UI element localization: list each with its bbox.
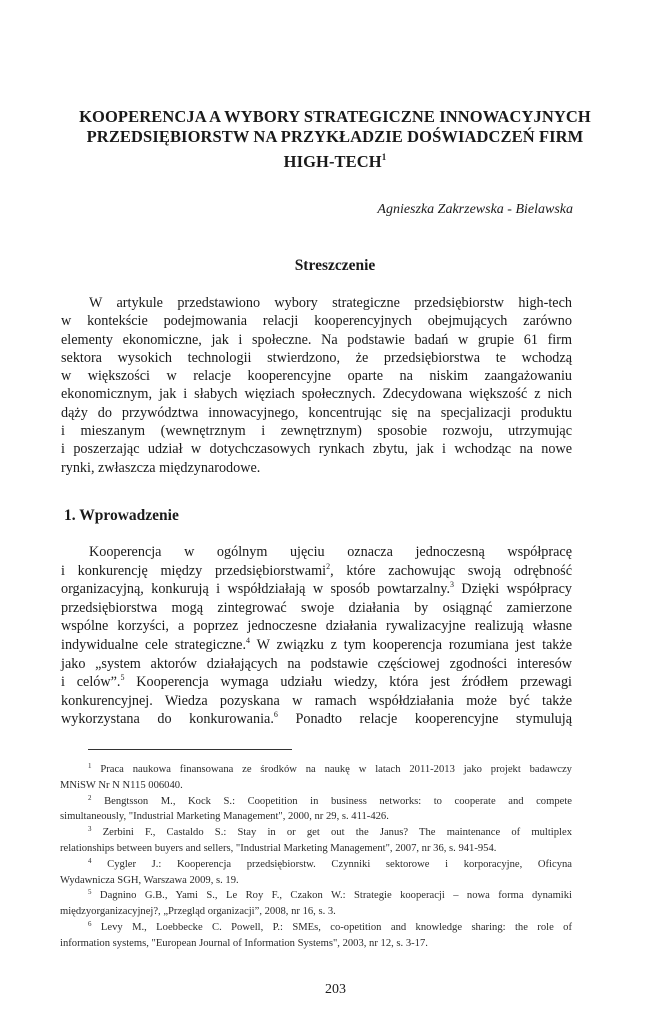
abstract-heading: Streszczenie [294, 257, 376, 274]
footnote-ref: 5 [120, 673, 125, 683]
footnote-text: Dagnino G.B., Yami S., Le Roy F., Czakon W.: Strategie kooperacji – nowa forma dynamiki [99, 890, 572, 902]
title-line-1: KOOPERENCJA A WYBORY STRATEGICZNE INNOWACYJNYCH [79, 107, 591, 126]
footnote-text: Praca naukowa finansowana ze środków na naukę w latach 2011-2013 jako projekt badawczy [100, 764, 572, 775]
footnote-mark: 1 [88, 762, 92, 770]
intro-line [61, 580, 572, 599]
title-line-2: PRZEDSIĘBIORSTW NA PRZYKŁADZIE DOŚWIADCZEŃ FIRM [86, 127, 584, 146]
footnote-ref: 4 [246, 635, 251, 645]
intro-paragraph [61, 543, 572, 729]
abstract-paragraph [61, 294, 572, 477]
abstract-line: dąży do przywództwa innowacyjnego, koncentrując się na specjalizacji produktu [61, 404, 572, 421]
footnotes [60, 762, 572, 952]
intro-line-text: indywidualne cele strategiczne. [61, 636, 247, 653]
footnote-text: Levy M., Loebbecke C. Powell, P.: SMEs, co-opetition and knowledge sharing: the role of [100, 921, 572, 933]
title-line-3 [60, 147, 610, 172]
footnote-line: MNiSW Nr N N115 006040. [60, 779, 183, 791]
intro-line [61, 599, 572, 618]
section-heading: 1. Wprowadzenie [64, 507, 179, 524]
intro-line [61, 636, 572, 655]
title-line-3-text: HIGH-TECH [283, 152, 382, 171]
abstract-line: w większości w relacje kooperencyjne oparte na niskim zaangażowaniu [61, 368, 572, 385]
intro-line-text: wspólne korzyści, a poprzez jednoczesne działania rywalizacyjne realizują własne [61, 618, 572, 635]
footnote-text: Zerbini F., Castaldo S.: Stay in or get out the Janus? The maintenance of multiplex [102, 827, 572, 839]
footnote-mark: 2 [88, 793, 92, 802]
footnote-ref: 3 [450, 580, 455, 590]
intro-line [61, 655, 572, 674]
abstract-line: rynki, zwłaszcza międzynarodowe. [61, 459, 261, 476]
footnote-line: simultaneously, "Industrial Marketing Management", 2000, nr 29, s. 411-426. [60, 811, 389, 823]
footnote-text: Bengtsson M., Kock S.: Coopetition in business networks: to cooperate and compete [104, 795, 572, 807]
intro-line-text: Kooperencja w ogólnym ujęciu oznacza jednoczesną współpracę [89, 544, 572, 560]
abstract-line: i mieszanym (wewnętrznym i zewnętrznym) sposobie rozwoju, utrzymując [61, 423, 572, 440]
abstract-line: w kontekście podejmowania relacji kooperencyjnych obejmujących zarówno [61, 313, 572, 330]
intro-line-text: przedsiębiorstwa mogą zintegrować swoje działania by osiągnąć zamierzone [61, 599, 572, 616]
footnote-line [88, 920, 572, 936]
footnote-mark: 3 [88, 825, 92, 834]
article-title [60, 107, 610, 172]
footnote-line [88, 794, 572, 810]
author-name: Agnieszka Zakrzewska - Bielawska [377, 202, 573, 217]
abstract-line: i poszerzając udział w dotychczasowych rynkach zbytu, jak i wchodząc na nowe [61, 441, 572, 458]
footnote-ref: 2 [326, 561, 331, 571]
intro-line-text: wykorzystana do konkurowania. [61, 711, 274, 728]
intro-line [61, 673, 572, 692]
abstract-line: W artykule przedstawiono wybory strategiczne przedsiębiorstw high-tech [89, 295, 572, 311]
intro-line-text: i konkurencję między przedsiębiorstwami [61, 562, 327, 579]
footnote-text: Cygler J.: Kooperencja przedsiębiorstw. Czynniki sektorowe i korporacyjne, Oficyna [107, 858, 572, 870]
footnote-line: międzyorganizacyjnej?, „Przegląd organizacji”, 2008, nr 16, s. 3. [60, 906, 336, 918]
footnote-line [88, 825, 572, 841]
intro-line [61, 617, 572, 636]
intro-line [61, 692, 572, 711]
footnote-mark: 5 [88, 888, 92, 897]
footnote-line [88, 762, 572, 778]
footnote-divider [88, 749, 292, 750]
footnote-line [88, 888, 572, 904]
intro-line-text: , które zachowując swoją odrębność [330, 562, 572, 579]
intro-line [61, 543, 572, 562]
footnote-line: Wydawnicza SGH, Warszawa 2009, s. 19. [60, 874, 239, 886]
title-footnote-mark: 1 [381, 152, 387, 162]
intro-line-text: konkurencyjnej. Wiedza pozyskana w ramach współdziałania może być także [61, 692, 572, 709]
footnote-mark: 4 [88, 856, 92, 865]
page-number: 203 [325, 982, 346, 997]
intro-line [61, 562, 572, 581]
intro-line-text: organizacyjną, konkurują i współdziałają w sposób powtarzalny. [61, 581, 451, 598]
footnote-line [88, 857, 572, 873]
footnote-line: information systems, "European Journal of Information Systems", 2003, nr 12, s. 3-17. [60, 937, 428, 949]
abstract-line: ekonomicznym, jak i słabych więziach społecznych. Zdecydowana większość z nich [61, 386, 572, 403]
footnote-line: relationships between buyers and sellers, "Industrial Marketing Management", 2007, nr 36, s. 941-954. [60, 842, 497, 854]
intro-line-text: jako „system aktorów działających na podstawie częściowej zgodności interesów [61, 655, 572, 672]
intro-line-text: i celów”. [61, 674, 121, 691]
abstract-line: sektora wysokich technologii stwierdzono, że przedsiębiorstwa te wchodzą [61, 349, 572, 366]
abstract-line: elementy ekonomiczne, jak i społeczne. Na podstawie badań w grupie 61 firm [61, 331, 572, 348]
intro-line-text: Kooperencja wymaga udziału wiedzy, która jest źródłem przewagi [124, 674, 572, 691]
footnote-mark: 6 [88, 919, 92, 928]
intro-line [61, 710, 572, 729]
intro-line-text: Dzięki współpracy [454, 581, 572, 598]
footnote-ref: 6 [273, 710, 278, 720]
intro-line-text: Ponadto relacje kooperencyjne stymulują [277, 711, 572, 728]
intro-line-text: W związku z tym kooperencja rozumiana jest także [250, 636, 572, 653]
